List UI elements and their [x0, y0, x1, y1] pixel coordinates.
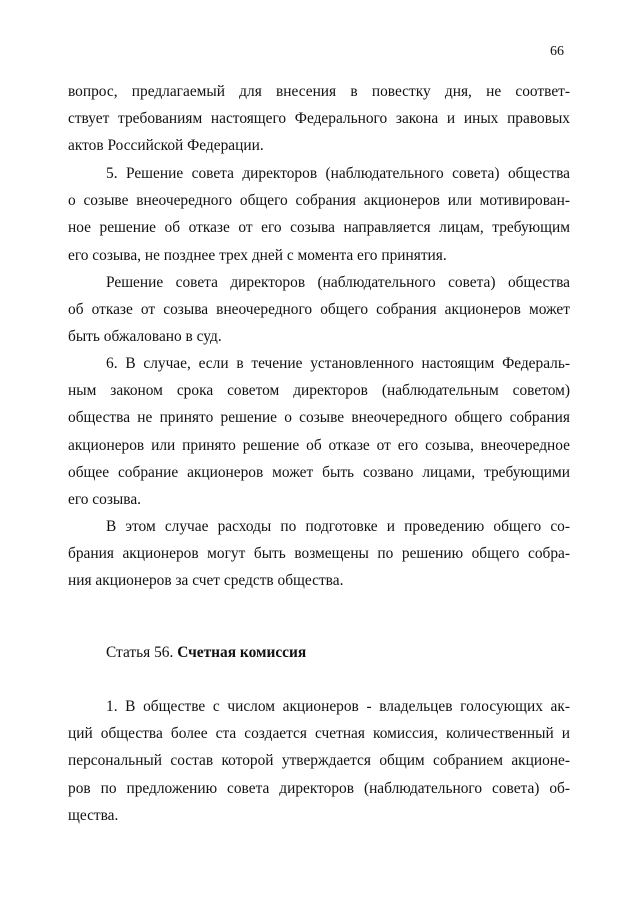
- text-line: ров по предложению совета директоров (наблюдательного совета) об-: [68, 779, 570, 797]
- text-line: общества не принято решение о созыве внеочередного общего собрания: [68, 409, 570, 427]
- text-line: о созыве внеочередного общего собрания акционеров или мотивирован-: [68, 192, 570, 210]
- text-line: щества.: [68, 806, 119, 824]
- article-number: Статья 56.: [106, 644, 174, 661]
- text-line: В этом случае расходы по подготовке и проведению общего со-: [106, 518, 570, 535]
- text-line: его созыва.: [68, 490, 141, 508]
- text-line: ций общества более ста создается счетная комиссия, количественный и: [68, 725, 570, 743]
- text-line: ствует требованиям настоящего Федерального закона и иных правовых: [68, 110, 570, 128]
- text-line: быть обжаловано в суд.: [68, 328, 222, 346]
- text-line: об отказе от созыва внеочередного общего собрания акционеров может: [68, 301, 570, 319]
- paragraph-expenses: [68, 513, 570, 595]
- text-line: 1. В обществе с числом акционеров - владельцев голосующих ак-: [106, 698, 570, 715]
- text-line: 5. Решение совета директоров (наблюдательного совета) общества: [106, 165, 570, 182]
- text-line: общее собрание акционеров может быть созвано лицами, требующими: [68, 463, 570, 481]
- article-paragraph-1: [68, 693, 570, 829]
- article-heading: [106, 643, 306, 663]
- paragraph-continuation: [68, 78, 570, 160]
- text-line: актов Российской Федерации.: [68, 137, 264, 155]
- paragraph-item-5: [68, 160, 570, 269]
- text-line: ния акционеров за счет средств общества.: [68, 572, 344, 590]
- paragraph-appeal: [68, 269, 570, 351]
- text-line: вопрос, предлагаемый для внесения в повестку дня, не соответ-: [68, 83, 570, 100]
- page-number: 66: [550, 44, 564, 59]
- text-line: акционеров или принято решение об отказе от его созыва, внеочередное: [68, 436, 570, 454]
- text-line: Решение совета директоров (наблюдательного совета) общества: [106, 274, 570, 291]
- text-line: его созыва, не позднее трех дней с момента его принятия.: [68, 246, 447, 264]
- text-line: ное решение об отказе от его созыва направляется лицам, требующим: [68, 219, 570, 237]
- paragraph-item-6: [68, 350, 570, 513]
- article-title: Счетная комиссия: [177, 644, 307, 661]
- text-line: брания акционеров могут быть возмещены по решению общего собра-: [68, 545, 570, 563]
- text-line: персональный состав которой утверждается общим собранием акционе-: [68, 752, 570, 770]
- text-line: 6. В случае, если в течение установленного настоящим Федераль-: [106, 355, 570, 372]
- text-line: ным законом срока советом директоров (наблюдательным советом): [68, 382, 570, 400]
